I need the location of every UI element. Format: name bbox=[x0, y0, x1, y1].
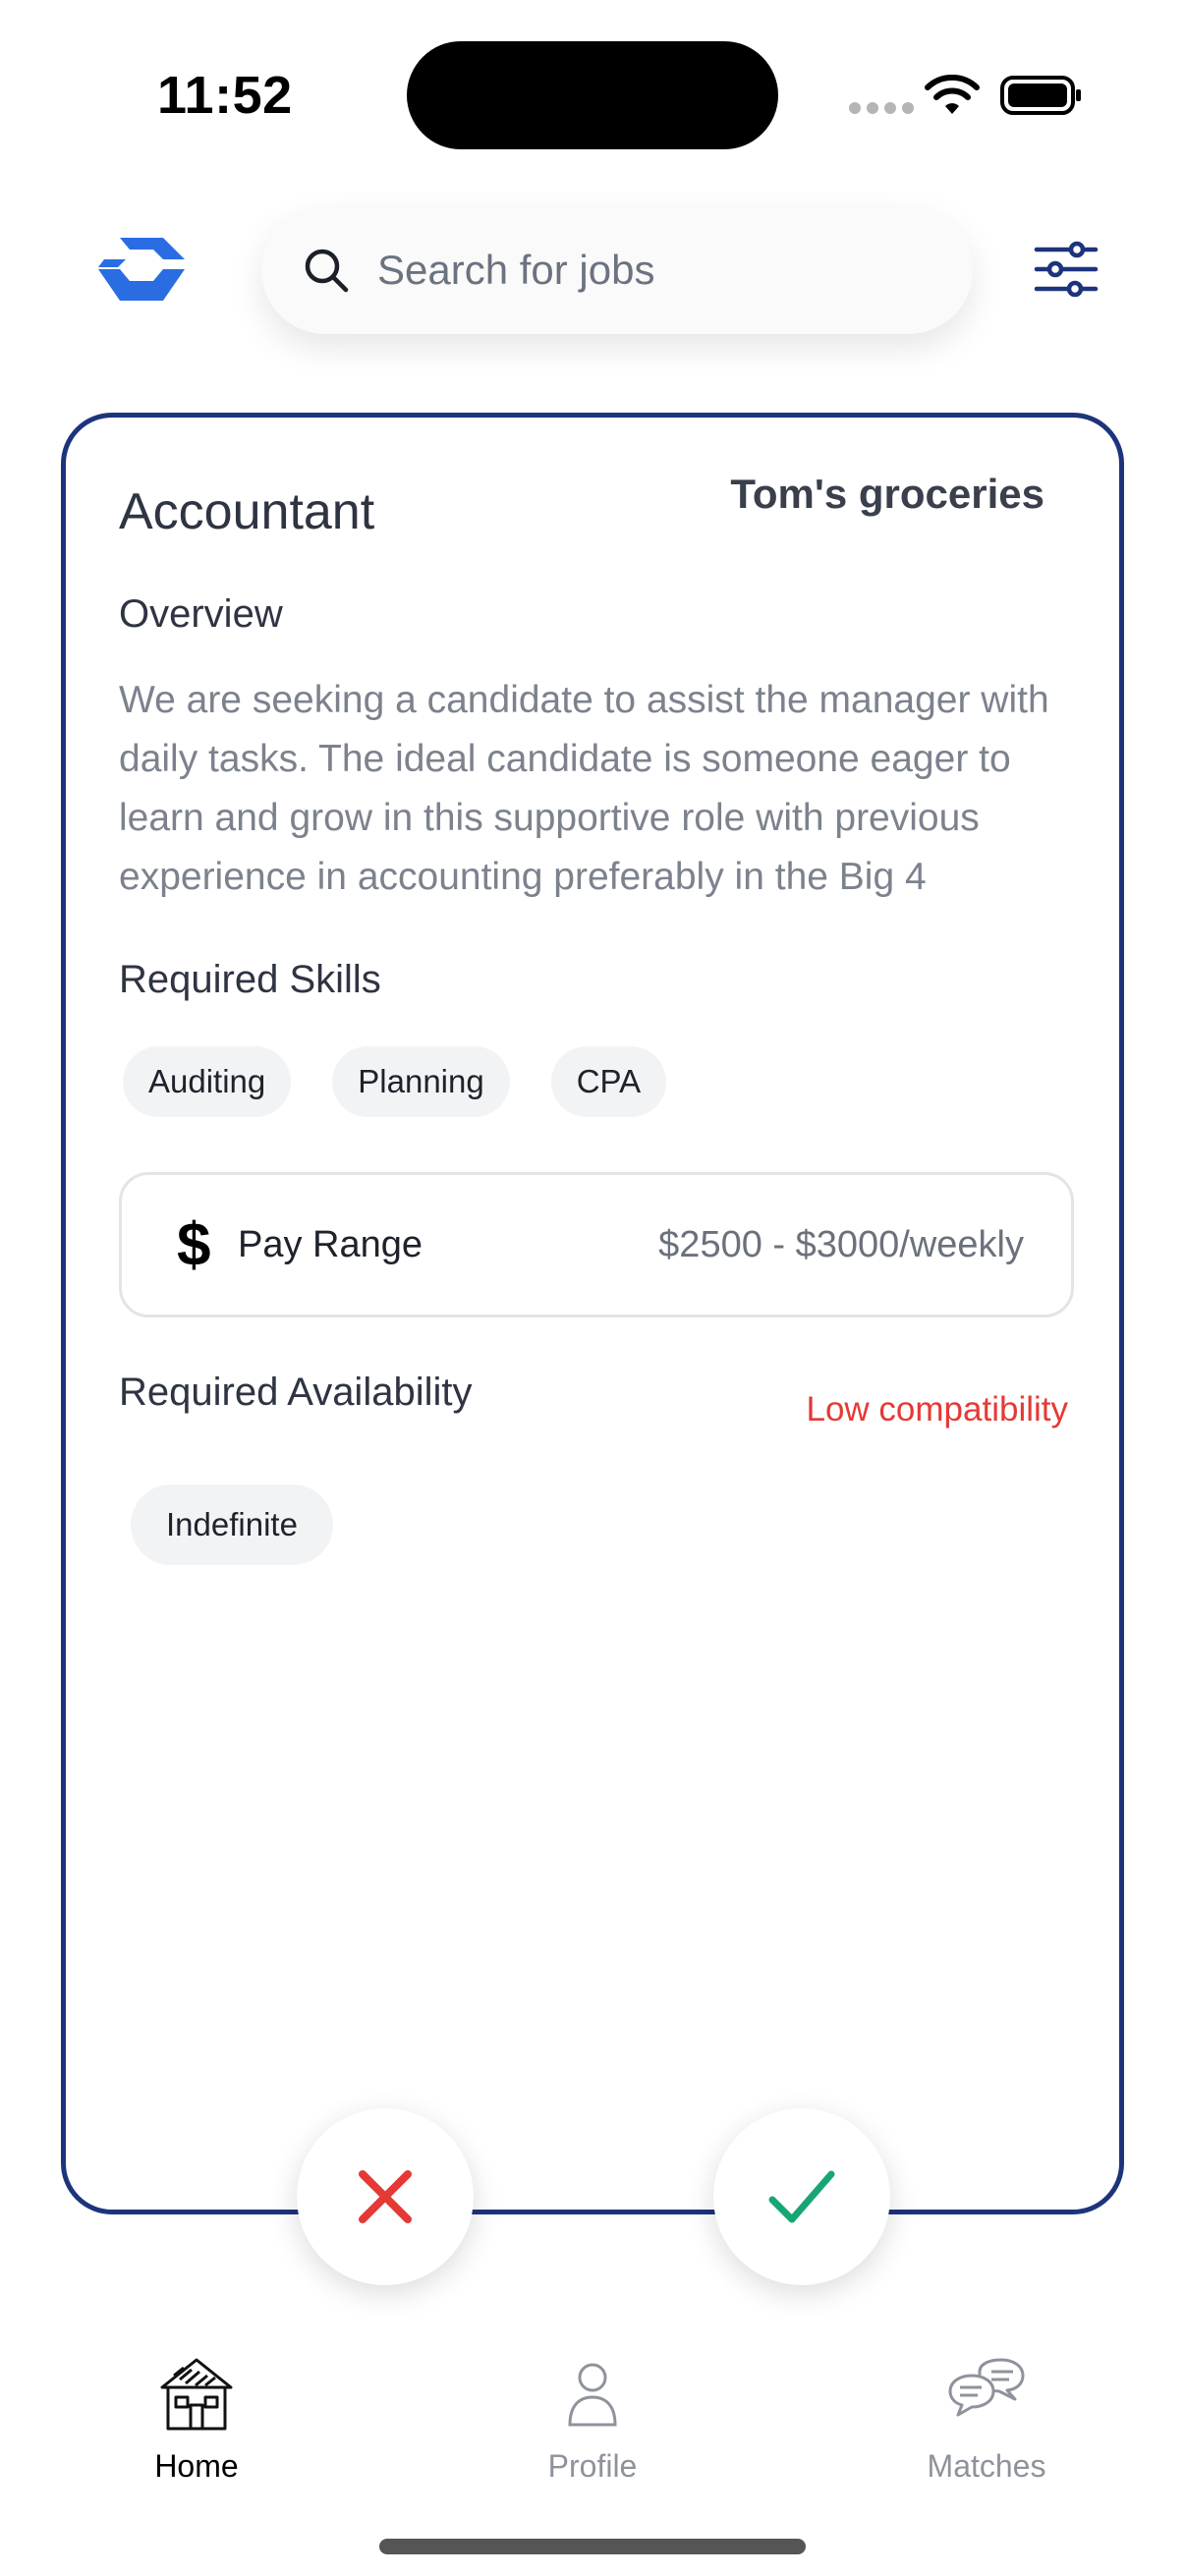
overview-text: We are seeking a candidate to assist the manager with daily tasks. The ideal candidate is someone eager to learn and grow in this supportive role with previous experience in accounting preferably in the Big 4 bbox=[119, 679, 1049, 898]
job-title: Accountant bbox=[119, 483, 375, 540]
company-name: Tom's groceries bbox=[730, 471, 1044, 517]
dollar-icon: $ bbox=[177, 1210, 211, 1279]
tab-profile-label: Profile bbox=[547, 2448, 638, 2484]
reject-button[interactable] bbox=[297, 2108, 474, 2285]
app-logo-icon bbox=[98, 238, 185, 301]
dynamic-island bbox=[407, 41, 778, 149]
pay-range-label: Pay Range bbox=[238, 1223, 423, 1265]
close-icon bbox=[357, 2168, 414, 2225]
skill-chip: Planning bbox=[332, 1046, 509, 1117]
skill-chip: CPA bbox=[551, 1046, 666, 1117]
skills-chip-list bbox=[123, 1046, 666, 1117]
wifi-icon bbox=[924, 75, 981, 116]
home-indicator bbox=[379, 2539, 806, 2554]
accept-button[interactable] bbox=[713, 2108, 890, 2285]
availability-chip-list bbox=[131, 1484, 333, 1565]
search-bar[interactable] bbox=[261, 206, 973, 334]
search-input[interactable] bbox=[377, 247, 928, 294]
cellular-signal-icon bbox=[849, 102, 914, 114]
tab-home[interactable] bbox=[79, 2354, 314, 2485]
required-availability-heading: Required Availability bbox=[119, 1371, 473, 1414]
job-card[interactable] bbox=[61, 413, 1124, 2214]
person-icon bbox=[552, 2354, 633, 2435]
search-icon bbox=[301, 245, 352, 296]
tab-matches[interactable] bbox=[869, 2354, 1104, 2485]
chat-bubbles-icon bbox=[946, 2354, 1027, 2435]
overview-heading: Overview bbox=[119, 592, 283, 636]
house-icon bbox=[156, 2354, 237, 2435]
filter-sliders-icon[interactable] bbox=[1034, 240, 1099, 299]
skill-chip: Auditing bbox=[123, 1046, 291, 1117]
availability-chip: Indefinite bbox=[131, 1484, 333, 1565]
tab-home-label: Home bbox=[154, 2448, 239, 2484]
status-time: 11:52 bbox=[157, 66, 293, 125]
checkmark-icon bbox=[766, 2168, 837, 2225]
battery-icon bbox=[1000, 75, 1083, 116]
required-skills-heading: Required Skills bbox=[119, 958, 381, 1001]
tab-profile[interactable] bbox=[475, 2354, 710, 2485]
pay-range-value: $2500 - $3000/weekly bbox=[658, 1223, 1024, 1265]
tab-matches-label: Matches bbox=[927, 2448, 1046, 2484]
pay-range-box bbox=[119, 1172, 1074, 1317]
compatibility-status: Low compatibility bbox=[806, 1390, 1068, 1428]
